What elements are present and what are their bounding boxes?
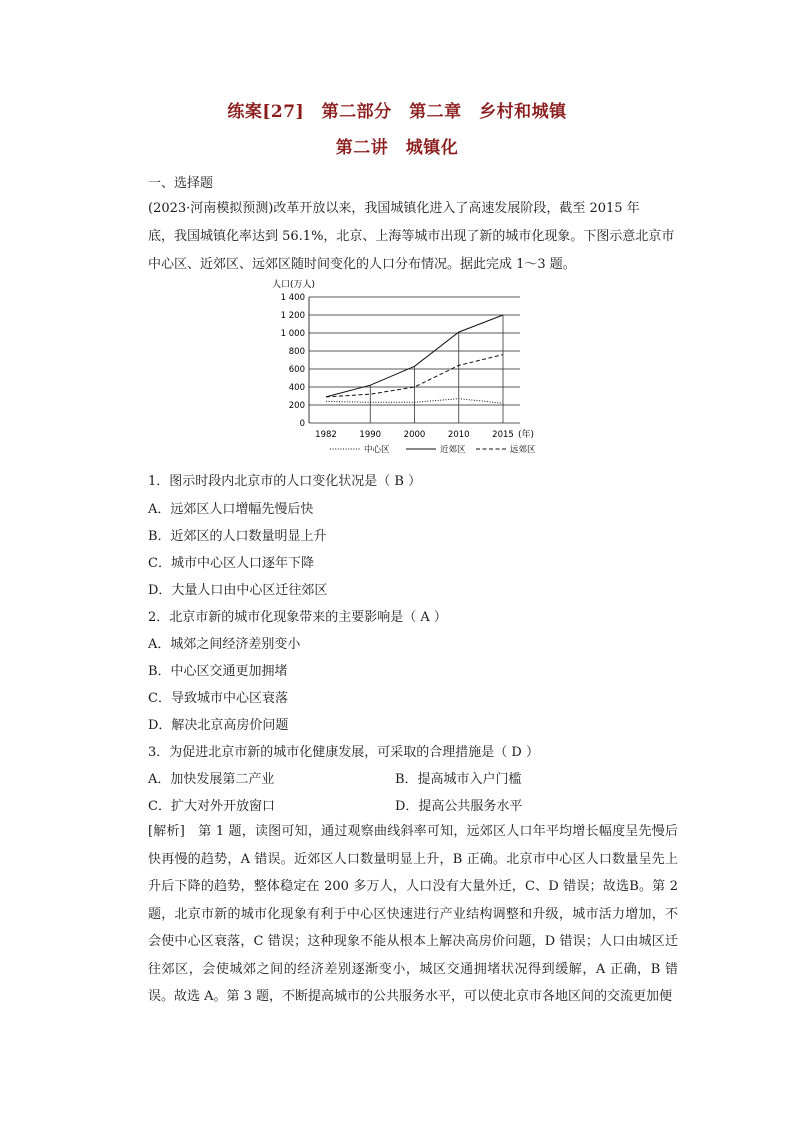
y-tick-label: 400: [288, 383, 305, 393]
q1-option-d: D．大量人口由中心区迁往郊区: [148, 583, 328, 598]
q3-option-c: C．扩大对外开放窗口: [148, 799, 275, 814]
x-tick-label: 2000: [403, 430, 426, 440]
question-3-stem: 3．为促进北京市新的城市化健康发展，可采取的合理措施是（ D ）: [148, 745, 539, 760]
legend-label: 近郊区: [440, 445, 466, 455]
x-tick-label: 2010: [447, 430, 470, 440]
question-2-stem: 2．北京市新的城市化现象带来的主要影响是（ A ）: [148, 610, 447, 625]
y-tick-label: 600: [288, 365, 305, 375]
q1-option-b: B．近郊区的人口数量明显上升: [148, 529, 327, 544]
x-axis-label: (年): [518, 430, 535, 440]
intro-line-1: (2023·河南模拟预测)改革开放以来，我国城镇化进入了高速发展阶段，截至 2015 年: [148, 201, 640, 216]
y-tick-label: 1 200: [280, 311, 305, 321]
q3-option-a: A．加快发展第二产业: [148, 772, 275, 787]
q3-option-d: D．提高公共服务水平: [395, 799, 523, 814]
x-tick-label: 2015: [492, 430, 514, 440]
intro-line-3: 中心区、近郊区、远郊区随时间变化的人口分布情况。据此完成 1～3 题。: [148, 257, 576, 272]
intro-line-2: 底，我国城镇化率达到 56.1%，北京、上海等城市出现了新的城市化现象。下图示意北京市: [148, 229, 675, 244]
legend-label: 中心区: [364, 445, 390, 455]
q2-option-d: D．解决北京高房价问题: [148, 718, 289, 733]
page-title: 练案[27] 第二部分 第二章 乡村和城镇: [227, 102, 567, 122]
analysis-text: [解析] 第 1 题，读图可知，通过观察曲线斜率可知，远郊区人口年平均增长幅度呈先慢后快再慢的趋势，A 错误。近郊区人口数量明显上升，B 正确。北京市中心区人口数量呈先上升后下降的趋势，整体稳定在 200 多万人，人口没有大量外迁，C、D 错误；故选B。第 2 题，北京市新的城市化现象有利于中心区快速进行产业结构调整和升级，城市活力增加，不会使中心区衰落，C 错误；这种现象不能从根本上解决高房价问题，D 错误；人口由城区迁往郊区，会使城郊之间的经济差别逐渐变小，城区交通拥堵状况得到缓解，A 正确，B 错误。故选 A。第 3 题，不断提高城市的公共服务水平，可以使北京市各地区间的交流更加便: [148, 824, 678, 1004]
population-line-chart: [270, 278, 550, 458]
question-1-stem: 1．图示时段内北京市的人口变化状况是（ B ）: [148, 474, 422, 489]
q3-option-b: B．提高城市入户门槛: [395, 772, 522, 787]
y-tick-label: 1 000: [280, 329, 305, 339]
y-tick-label: 800: [288, 347, 305, 357]
y-tick-label: 200: [288, 401, 305, 411]
legend-label: 远郊区: [510, 445, 536, 455]
q1-option-c: C．城市中心区人口逐年下降: [148, 556, 314, 571]
q2-option-b: B．中心区交通更加拥堵: [148, 664, 288, 679]
y-tick-label: 1 400: [280, 293, 305, 303]
q2-option-c: C．导致城市中心区衰落: [148, 691, 288, 706]
x-tick-label: 1990: [359, 430, 382, 440]
page-subtitle: 第二讲 城镇化: [335, 138, 459, 158]
q2-option-a: A．城郊之间经济差别变小: [148, 637, 301, 652]
section-heading: 一、选择题: [148, 176, 214, 191]
y-axis-label: 人口(万人): [272, 280, 316, 290]
q1-option-a: A．远郊区人口增幅先慢后快: [148, 502, 314, 517]
x-tick-label: 1982: [315, 430, 337, 440]
y-tick-label: 0: [299, 419, 305, 429]
